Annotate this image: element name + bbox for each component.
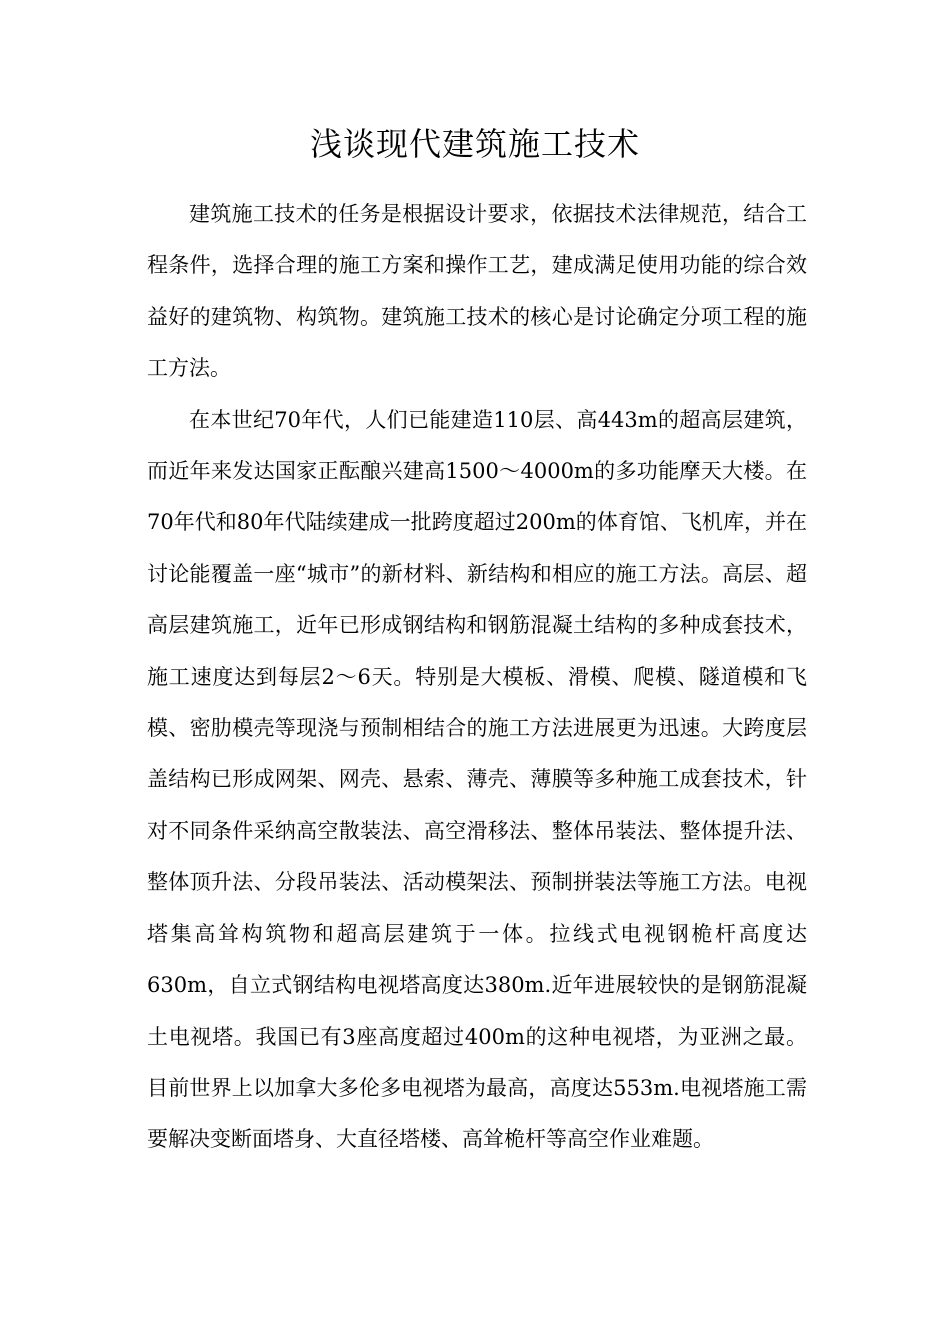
document-body bbox=[147, 189, 807, 1166]
document-title: 浅谈现代建筑施工技术 bbox=[309, 125, 640, 163]
paragraph-intro: 建筑施工技术的任务是根据设计要求，依据技术法律规范，结合工程条件，选择合理的施工方案和操作工艺，建成满足使用功能的综合效益好的建筑物、构筑物。建筑施工技术的核心是讨论确定分项工程的施工方法。 bbox=[147, 202, 807, 381]
paragraph-history: 在本世纪70年代，人们已能建造110层、高443m的超高层建筑，而近年来发达国家正酝酿兴建高1500～4000m的多功能摩天大楼。在70年代和80年代陆续建成一批跨度超过200m的体育馆、飞机库，并在讨论能覆盖一座“城市”的新材料、新结构和相应的施工方法。高层、超高层建筑施工，近年已形成钢结构和钢筋混凝土结构的多种成套技术，施工速度达到每层2～6天。特别是大模板、滑模、爬模、隧道模和飞模、密肋模壳等现浇与预制相结合的施工方法进展更为迅速。大跨度层盖结构已形成网架、网壳、悬索、薄壳、薄膜等多种施工成套技术，针对不同条件采纳高空散装法、高空滑移法、整体吊装法、整体提升法、整体顶升法、分段吊装法、活动模架法、预制拼装法等施工方法。电视塔集高耸构筑物和超高层建筑于一体。拉线式电视钢桅杆高度达630m，自立式钢结构电视塔高度达380m.近年进展较快的是钢筋混凝土电视塔。我国已有3座高度超过400m的这种电视塔，为亚洲之最。目前世界上以加拿大多伦多电视塔为最高，高度达553m.电视塔施工需要解决变断面塔身、大直径塔楼、高耸桅杆等高空作业难题。 bbox=[147, 407, 807, 1152]
